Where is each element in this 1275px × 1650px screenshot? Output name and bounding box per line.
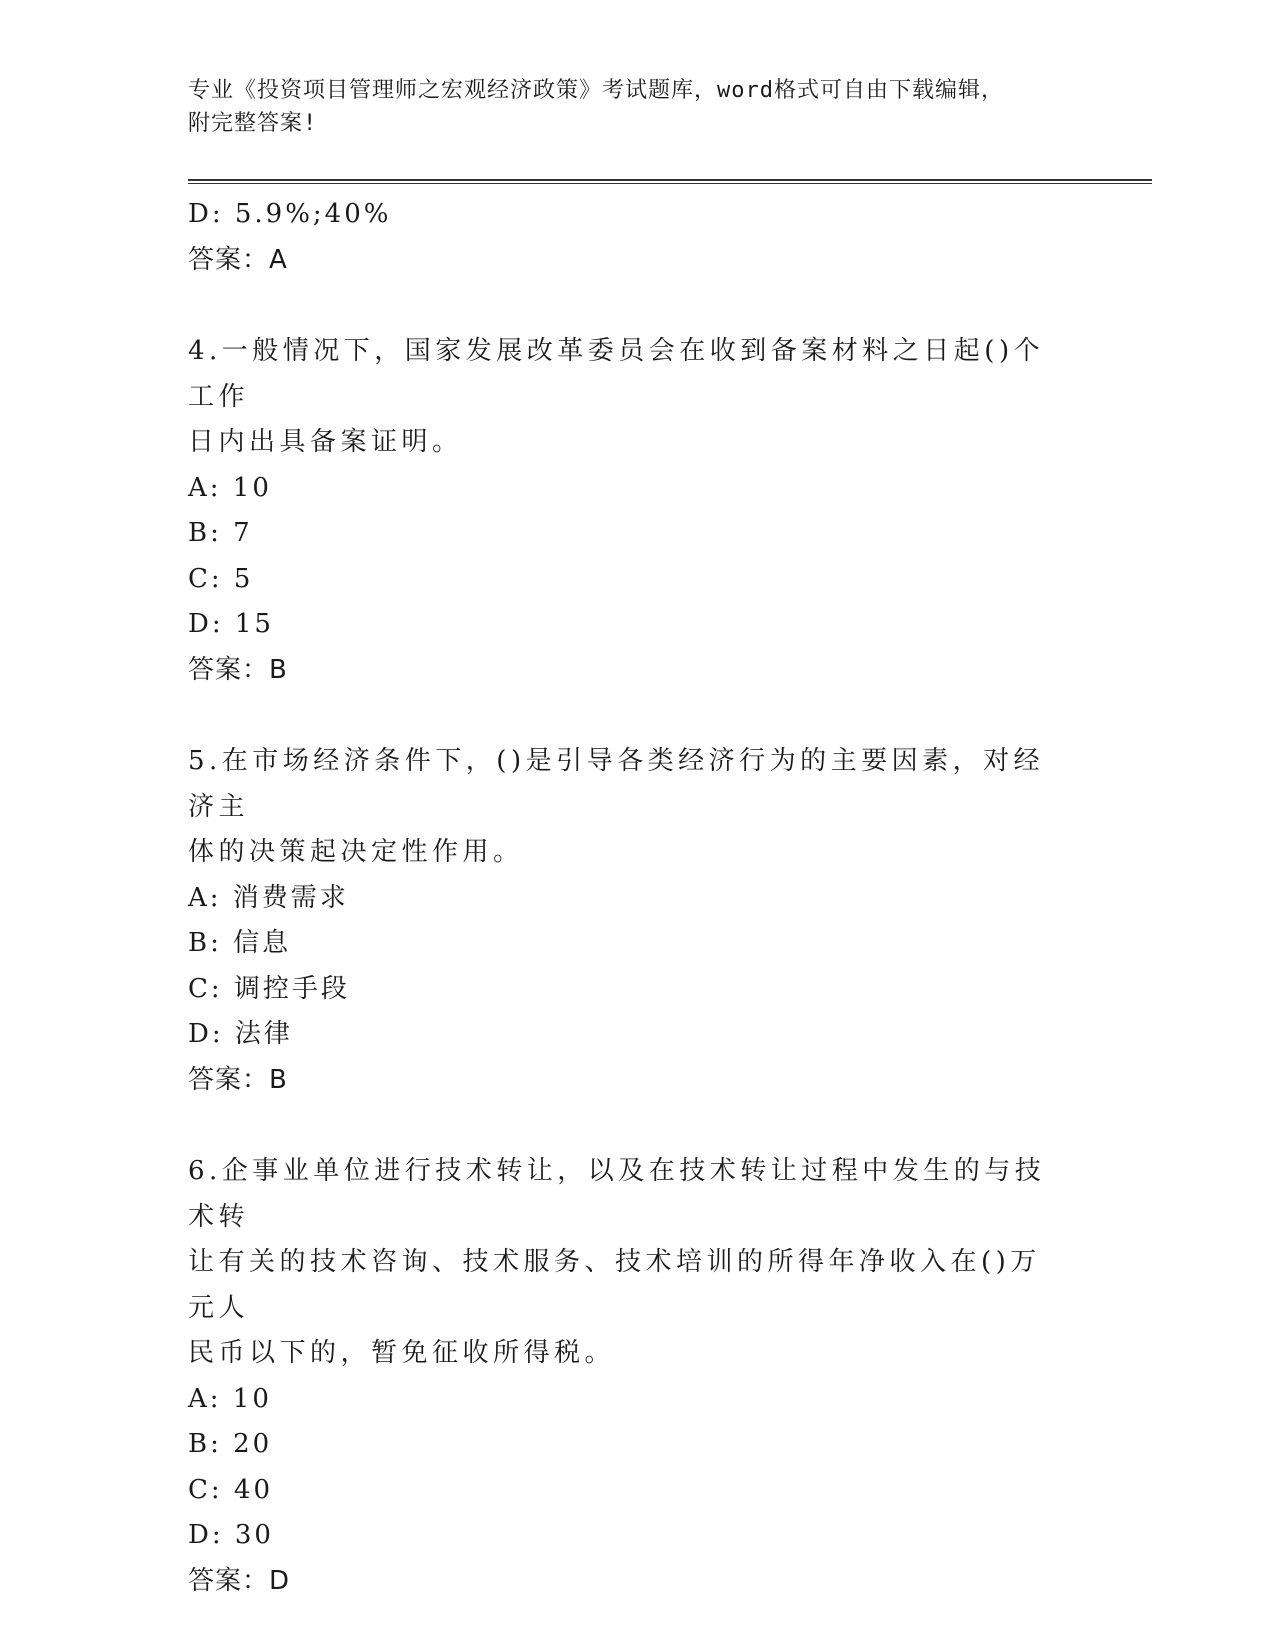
option-d: D: 15 (188, 609, 274, 639)
header-line-2: 附完整答案! (188, 111, 318, 136)
question-stem-line: 让有关的技术咨询、技术服务、技术培训的所得年净收入在()万元人 (188, 1247, 1041, 1323)
option-d: D: 30 (188, 1520, 274, 1550)
question-stem-line: 5.在市场经济条件下，()是引导各类经济行为的主要因素，对经济主 (188, 746, 1045, 822)
option-c: C: 40 (188, 1474, 274, 1505)
question-stem-line: 6.企事业单位进行技术转让，以及在技术转让过程中发生的与技术转 (188, 1156, 1046, 1232)
answer-label: 答案：B (188, 1064, 288, 1095)
question-6 (188, 1149, 1068, 1604)
option-a: A: 10 (188, 472, 272, 503)
spacer (188, 283, 1068, 329)
spacer (188, 693, 1068, 739)
option-c: C: 5 (188, 563, 254, 594)
question-4 (188, 329, 1068, 693)
option-c: C: 调控手段 (188, 973, 350, 1004)
option-b: B: 信息 (188, 928, 292, 958)
answer-label: 答案：A (188, 244, 288, 275)
option-d: D: 法律 (188, 1019, 293, 1049)
header-line-1: 专业《投资项目管理师之宏观经济政策》考试题库，word格式可自由下载编辑， (188, 78, 1004, 103)
option-b: B: 20 (188, 1429, 273, 1459)
question-5 (188, 739, 1068, 1103)
option-d: D: 5.9%;40% (188, 199, 392, 229)
question-stem-line: 民币以下的，暂免征收所得税。 (188, 1338, 616, 1368)
document-header (188, 74, 1088, 140)
header-divider (188, 179, 1152, 184)
option-b: B: 7 (188, 518, 253, 548)
answer-label: 答案：D (188, 1565, 291, 1596)
answer-label: 答案：B (188, 654, 288, 685)
question-3-tail (188, 192, 1068, 283)
question-list (188, 192, 1068, 1604)
question-stem-line: 日内出具备案证明。 (188, 427, 463, 457)
spacer (188, 1103, 1068, 1149)
question-stem-line: 体的决策起决定性作用。 (188, 837, 524, 867)
option-a: A: 10 (188, 1383, 272, 1414)
option-a: A: 消费需求 (188, 882, 349, 913)
question-stem-line: 4.一般情况下，国家发展改革委员会在收到备案材料之日起()个工作 (188, 336, 1045, 412)
